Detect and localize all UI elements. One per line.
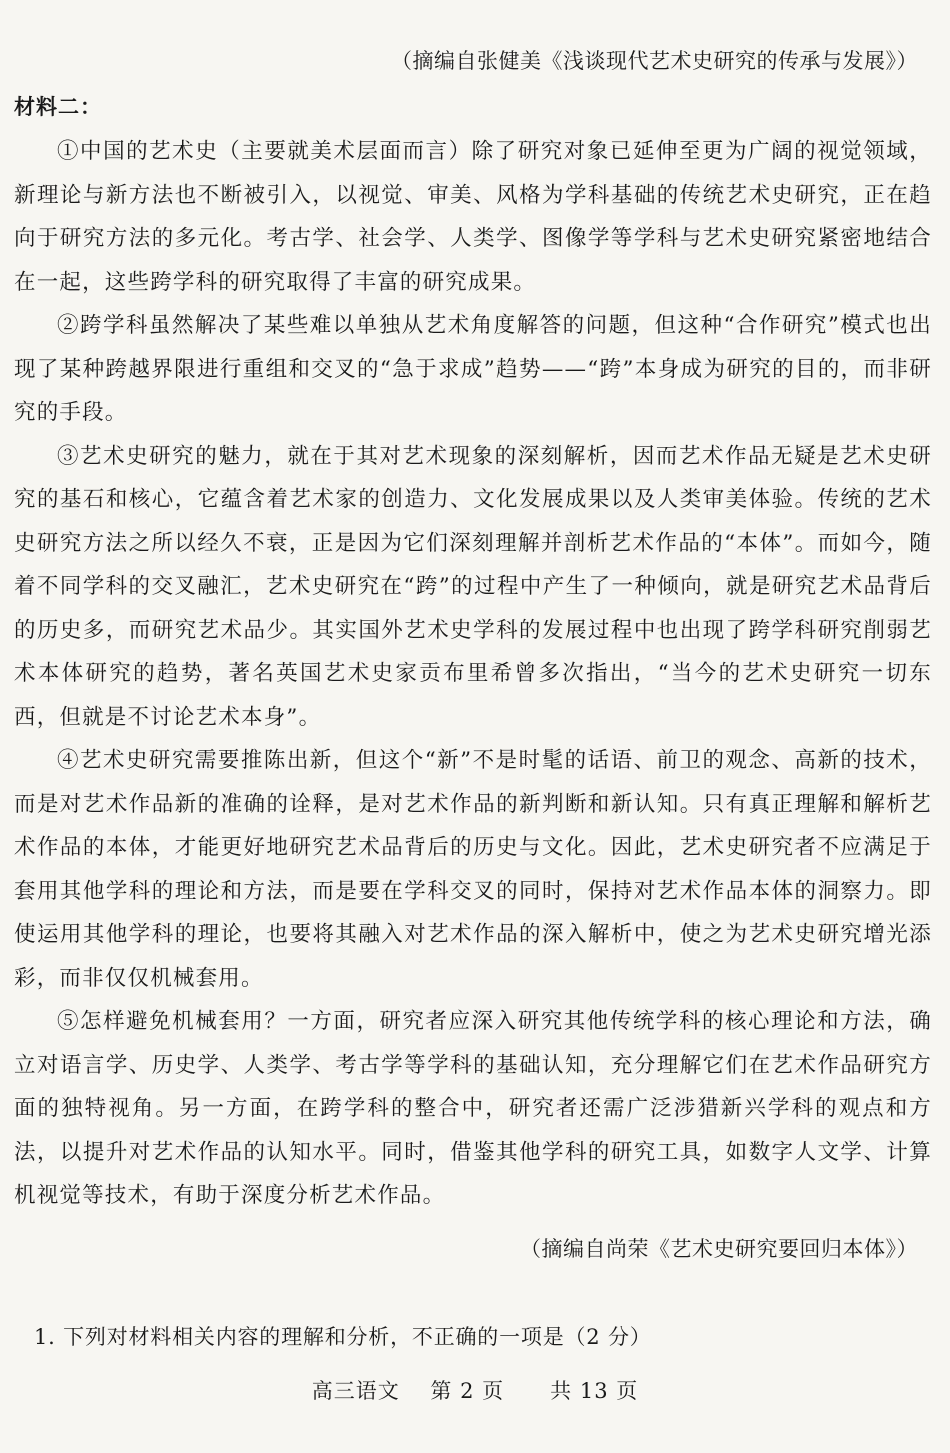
question-1: 1. 下列对材料相关内容的理解和分析，不正确的一项是（2 分） <box>34 1325 652 1349</box>
material-heading: 材料二： <box>14 94 102 119</box>
source-citation-top: （摘编自张健美《浅谈现代艺术史研究的传承与发展》） <box>391 49 918 73</box>
paragraph-3: ③艺术史研究的魅力，就在于其对艺术现象的深刻解析，因而艺术作品无疑是艺术史研究的基石和核心，它蕴含着艺术家的创造力、文化发展成果以及人类审美体验。传统的艺术史研究方法之所以经久不衰，正是因为它们深刻理解并剖析艺术作品的“本体”。而如今，随着不同学科的交叉融汇，艺术史研究在“跨”的过程中产生了一种倾向，就是研究艺术品背后的历史多，而研究艺术品少。其实国外艺术史学科的发展过程中也出现了跨学科研究削弱艺术本体研究的趋势，著名英国艺术史家贡布里希曾多次指出，“当今的艺术史研究一切东西，但就是不讨论艺术本身”。 <box>14 443 932 730</box>
paragraph-2: ②跨学科虽然解决了某些难以单独从艺术角度解答的问题，但这种“合作研究”模式也出现了某种跨越界限进行重组和交叉的“急于求成”趋势——“跨”本身成为研究的目的，而非研究的手段。 <box>14 313 932 425</box>
paragraph-1: ①中国的艺术史（主要就美术层面而言）除了研究对象已延伸至更为广阔的视觉领域，新理论与新方法也不断被引入，以视觉、审美、风格为学科基础的传统艺术史研究，正在趋向于研究方法的多元化。考古学、社会学、人类学、图像学等学科与艺术史研究紧密地结合在一起，这些跨学科的研究取得了丰富的研究成果。 <box>14 139 932 295</box>
paragraph-5: ⑤怎样避免机械套用？一方面，研究者应深入研究其他传统学科的核心理论和方法，确立对语言学、历史学、人类学、考古学等学科的基础认知，充分理解它们在艺术作品研究方面的独特视角。另一方面，在跨学科的整合中，研究者还需广泛涉猎新兴学科的观点和方法，以提升对艺术作品的认知水平。同时，借鉴其他学科的研究工具，如数字人文学、计算机视觉等技术，有助于深度分析艺术作品。 <box>14 1009 932 1208</box>
material-body <box>14 130 932 1218</box>
source-citation-bottom: （摘编自尚荣《艺术史研究要回归本体》） <box>520 1237 918 1261</box>
paragraph-4: ④艺术史研究需要推陈出新，但这个“新”不是时髦的话语、前卫的观念、高新的技术，而是对艺术作品新的准确的诠释，是对艺术作品的新判断和新认知。只有真正理解和解析艺术作品的本体，才能更好地研究艺术品背后的历史与文化。因此，艺术史研究者不应满足于套用其他学科的理论和方法，而是要在学科交叉的同时，保持对艺术作品本体的洞察力。即使运用其他学科的理论，也要将其融入对艺术作品的深入解析中，使之为艺术史研究增光添彩，而非仅仅机械套用。 <box>14 748 932 991</box>
page-footer: 高三语文 第 2 页 共 13 页 <box>311 1379 639 1403</box>
